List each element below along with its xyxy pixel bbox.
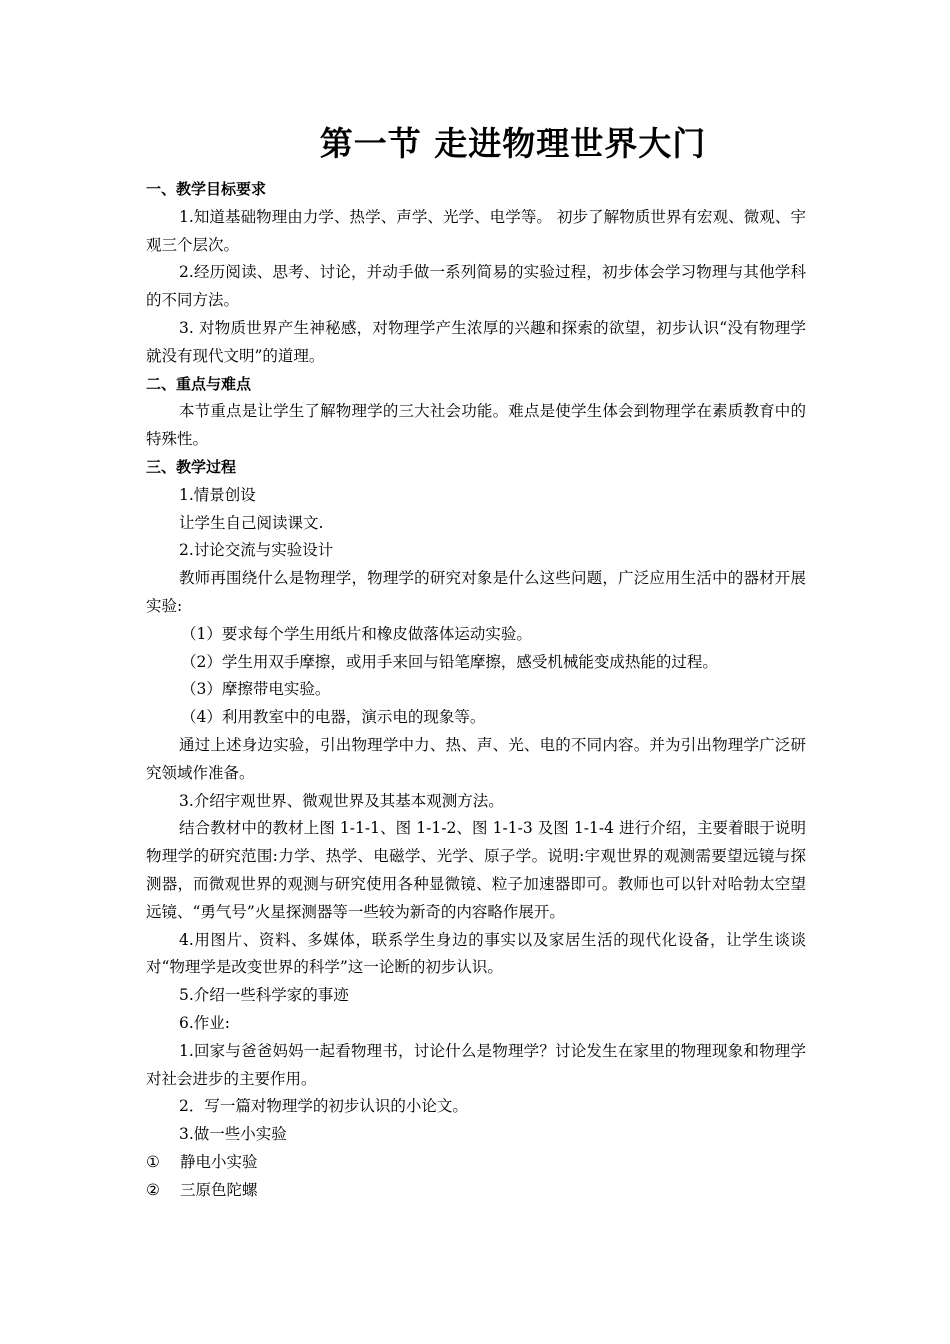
experiment-item-4: （4）利用教室中的电器，演示电的现象等。 (181, 708, 486, 727)
goal-paragraph-2: 2.经历阅读、思考、讨论，并动手做一系列简易的实验过程，初步体会学习物理与其他学科的不同方法。 (146, 263, 806, 310)
homework-item-3: 3.做一些小实验 (179, 1125, 287, 1144)
section-heading-goals: 一、教学目标要求 (146, 180, 267, 198)
page-title: 第一节 走进物理世界大门 (319, 124, 707, 163)
process-step-1-text: 让学生自己阅读课文. (179, 513, 324, 532)
process-step-6: 6.作业: (179, 1013, 231, 1032)
experiment-item-1: （1）要求每个学生用纸片和橡皮做落体运动实验。 (181, 624, 532, 643)
homework-item-1: 1.回家与爸爸妈妈一起看物理书，讨论什么是物理学？讨论发生在家里的物理现象和物理学对社会进步的主要作用。 (146, 1041, 806, 1088)
process-step-2: 2.讨论交流与实验设计 (179, 541, 334, 560)
list-marker-2: ② (146, 1180, 160, 1199)
process-step-2-summary: 通过上述身边实验，引出物理学中力、热、声、光、电的不同内容。并为引出物理学广泛研究领域作准备。 (146, 735, 806, 782)
goal-paragraph-1: 1.知道基础物理由力学、热学、声学、光学、电学等。 初步了解物质世界有宏观、微观、宇观三个层次。 (146, 207, 806, 254)
process-step-5: 5.介绍一些科学家的事迹 (179, 986, 349, 1005)
process-step-2-text: 教师再围绕什么是物理学，物理学的研究对象是什么这些问题，广泛应用生活中的器材开展实验: (146, 569, 806, 615)
process-step-3: 3.介绍宇观世界、微观世界及其基本观测方法。 (179, 791, 504, 810)
section-heading-process: 三、教学过程 (146, 457, 237, 476)
list-marker-1: ① (146, 1152, 160, 1171)
homework-item-2: 2．写一篇对物理学的初步认识的小论文。 (179, 1097, 468, 1116)
process-step-1: 1.情景创设 (179, 485, 256, 504)
mini-experiment-1 (146, 1149, 806, 1177)
process-step-4: 4.用图片、资料、多媒体，联系学生身边的事实以及家居生活的现代化设备，让学生谈谈对“物理学是改变世界的科学”这一论断的初步认识。 (146, 930, 806, 977)
document-body (146, 176, 806, 1204)
mini-experiment-1-label: 静电小实验 (180, 1152, 258, 1171)
goal-paragraph-3: 3. 对物质世界产生神秘感，对物理学产生浓厚的兴趣和探索的欲望，初步认识“没有物理学就没有现代文明”的道理。 (146, 318, 806, 365)
section-heading-key-points: 二、重点与难点 (146, 374, 252, 393)
experiment-item-2: （2）学生用双手摩擦，或用手来回与铅笔摩擦，感受机械能变成热能的过程。 (181, 652, 718, 671)
mini-experiment-2-label: 三原色陀螺 (180, 1180, 258, 1199)
key-points-paragraph: 本节重点是让学生了解物理学的三大社会功能。难点是使学生体会到物理学在素质教育中的特殊性。 (146, 402, 806, 449)
process-step-3-text: 结合教材中的教材上图 1-1-1、图 1-1-2、图 1-1-3 及图 1-1-4 进行介绍，主要着眼于说明物理学的研究范围:力学、热学、电磁学、光学、原子学。说明:宇观世界的观测需要望远镜与探测器，而微观世界的观测与研究使用各种显微镜、粒子加速器即可。教师也可以针对哈勃太空望远镜、“勇气号”火星探测器等一些较为新奇的内容略作展开。 (146, 819, 806, 921)
mini-experiment-2 (146, 1177, 806, 1205)
experiment-item-3: （3）摩擦带电实验。 (181, 680, 331, 699)
